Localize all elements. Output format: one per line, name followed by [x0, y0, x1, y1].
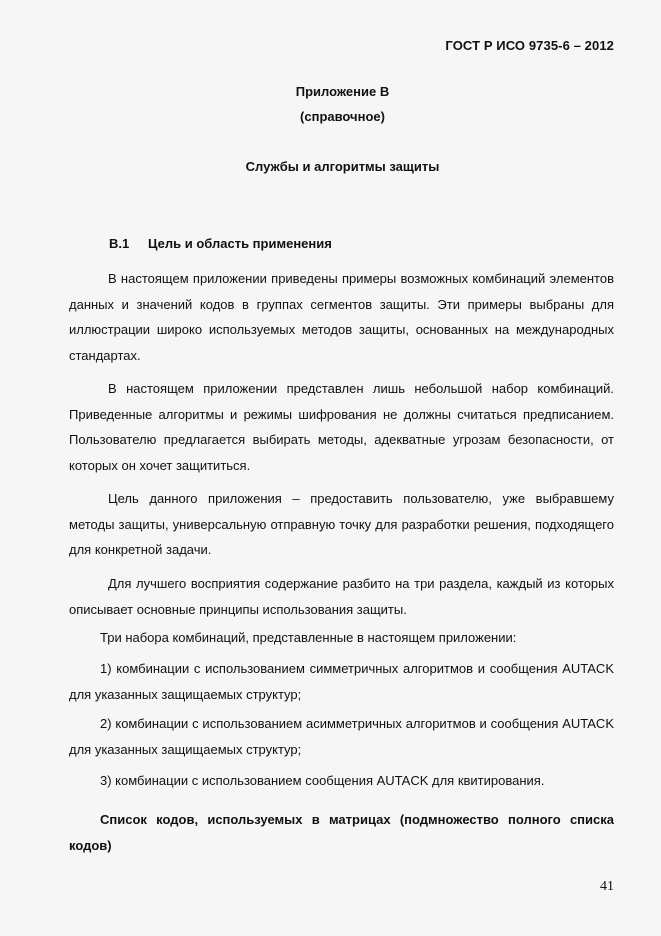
list-item — [69, 711, 614, 762]
paragraph-4 — [69, 571, 614, 622]
codes-heading — [69, 807, 614, 858]
paragraph-1 — [69, 266, 614, 368]
page-number: 41 — [600, 879, 614, 894]
annex-type: (справочное) — [300, 109, 385, 124]
annex-title: Приложение В — [295, 84, 390, 99]
standard-designation: ГОСТ Р ИСО 9735-6 – 2012 — [445, 38, 614, 53]
list-item-text: 2) комбинации с использованием асимметричных алгоритмов и сообщения AUTACK для указанных защищаемых структур; — [69, 716, 614, 757]
paragraph-3 — [69, 486, 614, 563]
codes-heading-text: Список кодов, используемых в матрицах (подмножество полного списка кодов) — [69, 812, 614, 853]
section-heading — [109, 236, 332, 251]
section-title: Цель и область применения — [148, 236, 332, 251]
paragraph-2 — [69, 376, 614, 478]
list-item-text: 1) комбинации с использованием симметричных алгоритмов и сообщения AUTACK для указанных защищаемых структур; — [69, 661, 614, 702]
annex-name: Службы и алгоритмы защиты — [245, 159, 440, 174]
section-number: В.1 — [109, 236, 130, 251]
paragraph-text: В настоящем приложении приведены примеры возможных комбинаций элементов данных и значений кодов в группах сегментов защиты. Эти примеры выбраны для иллюстрации широко используемых методов защиты, основанных на международных стандартах. — [69, 271, 614, 363]
list-item — [69, 656, 614, 707]
paragraph-text: Для лучшего восприятия содержание разбито на три раздела, каждый из которых описывает основные принципы использования защиты. — [69, 576, 614, 617]
paragraph-text: Цель данного приложения – предоставить пользователю, уже выбравшему методы защиты, универсальную отправную точку для разработки решения, подходящего для конкретной задачи. — [69, 491, 614, 557]
paragraph-5 — [69, 625, 614, 651]
paragraph-text: Три набора комбинаций, представленные в настоящем приложении: — [100, 630, 517, 645]
list-item — [69, 768, 614, 794]
list-item-text: 3) комбинации с использованием сообщения AUTACK для квитирования. — [100, 773, 545, 788]
paragraph-text: В настоящем приложении представлен лишь небольшой набор комбинаций. Приведенные алгоритмы и режимы шифрования не должны считаться предписанием. Пользователю предлагается выбирать методы, адекватные угрозам безопасности, от которых он хочет защититься. — [69, 381, 614, 473]
